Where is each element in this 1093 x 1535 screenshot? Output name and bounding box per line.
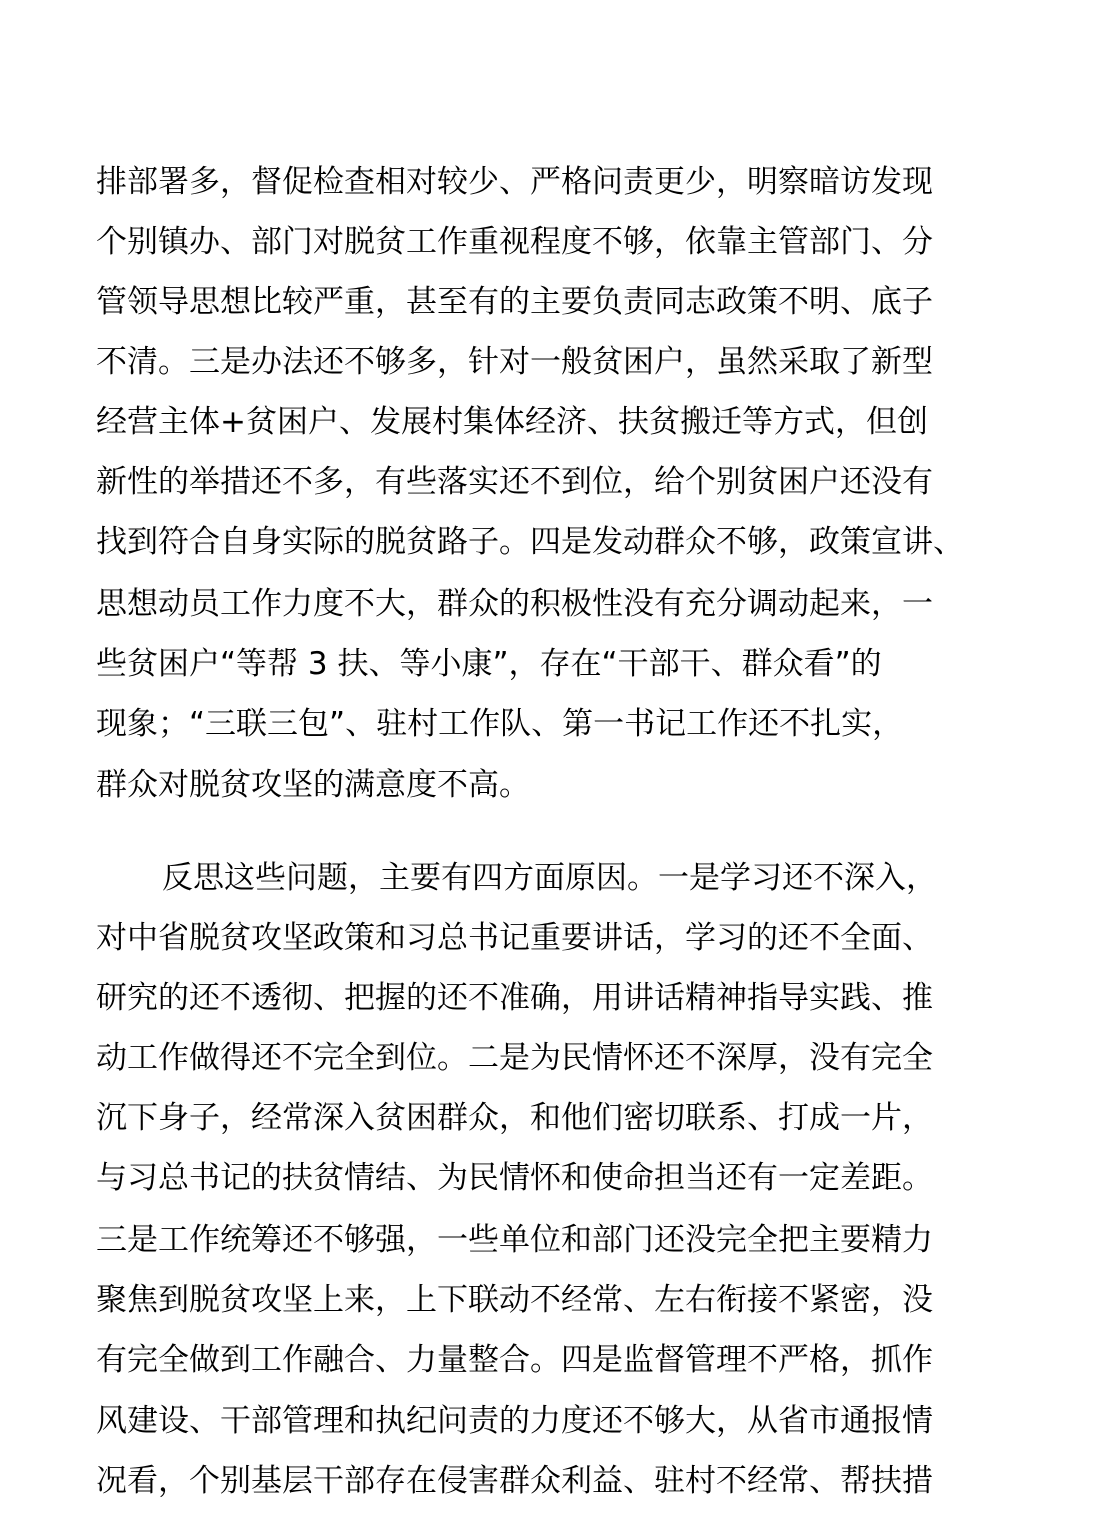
- paragraph-1-line-3: 管领导思想比较严重，甚至有的主要负责同志政策不明、底子: [96, 284, 933, 320]
- paragraph-2-line-11: 况看，个别基层干部存在侵害群众利益、驻村不经常、帮扶措: [96, 1463, 933, 1499]
- paragraph-2-line-6: 与习总书记的扶贫情结、为民情怀和使命担当还有一定差距。: [96, 1160, 933, 1196]
- paragraph-1-line-6: 新性的举措还不多，有些落实还不到位，给个别贫困户还没有: [96, 464, 933, 500]
- paragraph-2-line-2: 对中省脱贫攻坚政策和习总书记重要讲话，学习的还不全面、: [96, 920, 933, 956]
- paragraph-2-line-5: 沉下身子，经常深入贫困群众，和他们密切联系、打成一片，: [96, 1100, 933, 1136]
- paragraph-1-line-7: 找到符合自身实际的脱贫路子。四是发动群众不够，政策宣讲、: [96, 524, 964, 560]
- paragraph-2-line-9: 有完全做到工作融合、力量整合。四是监督管理不严格，抓作: [96, 1342, 933, 1378]
- paragraph-1-line-4: 不清。三是办法还不够多，针对一般贫困户，虽然采取了新型: [96, 344, 933, 380]
- paragraph-2-line-7: 三是工作统筹还不够强，一些单位和部门还没完全把主要精力: [96, 1222, 933, 1258]
- paragraph-2-line-10: 风建设、干部管理和执纪问责的力度还不够大，从省市通报情: [96, 1403, 933, 1439]
- paragraph-1-line-1: 排部署多，督促检查相对较少、严格问责更少，明察暗访发现: [96, 164, 933, 200]
- paragraph-1-line-9: 些贫困户“等帮 3 扶、等小康”，存在“干部干、群众看”的: [96, 646, 882, 682]
- paragraph-1-line-10: 现象；“三联三包”、驻村工作队、第一书记工作还不扎实，: [96, 706, 904, 742]
- paragraph-2-line-3: 研究的还不透彻、把握的还不准确，用讲话精神指导实践、推: [96, 980, 933, 1016]
- paragraph-1-line-8: 思想动员工作力度不大，群众的积极性没有充分调动起来，一: [96, 586, 933, 622]
- paragraph-2-line-4: 动工作做得还不完全到位。二是为民情怀还不深厚，没有完全: [96, 1040, 933, 1076]
- paragraph-1-line-11: 群众对脱贫攻坚的满意度不高。: [96, 767, 530, 803]
- paragraph-1-line-2: 个别镇办、部门对脱贫工作重视程度不够，依靠主管部门、分: [96, 224, 933, 260]
- paragraph-2-line-8: 聚焦到脱贫攻坚上来，上下联动不经常、左右衔接不紧密，没: [96, 1282, 933, 1318]
- paragraph-1-line-5: 经营主体+贫困户、发展村集体经济、扶贫搬迁等方式，但创: [96, 404, 928, 440]
- paragraph-2-line-1: 反思这些问题，主要有四方面原因。一是学习还不深入，: [162, 860, 937, 896]
